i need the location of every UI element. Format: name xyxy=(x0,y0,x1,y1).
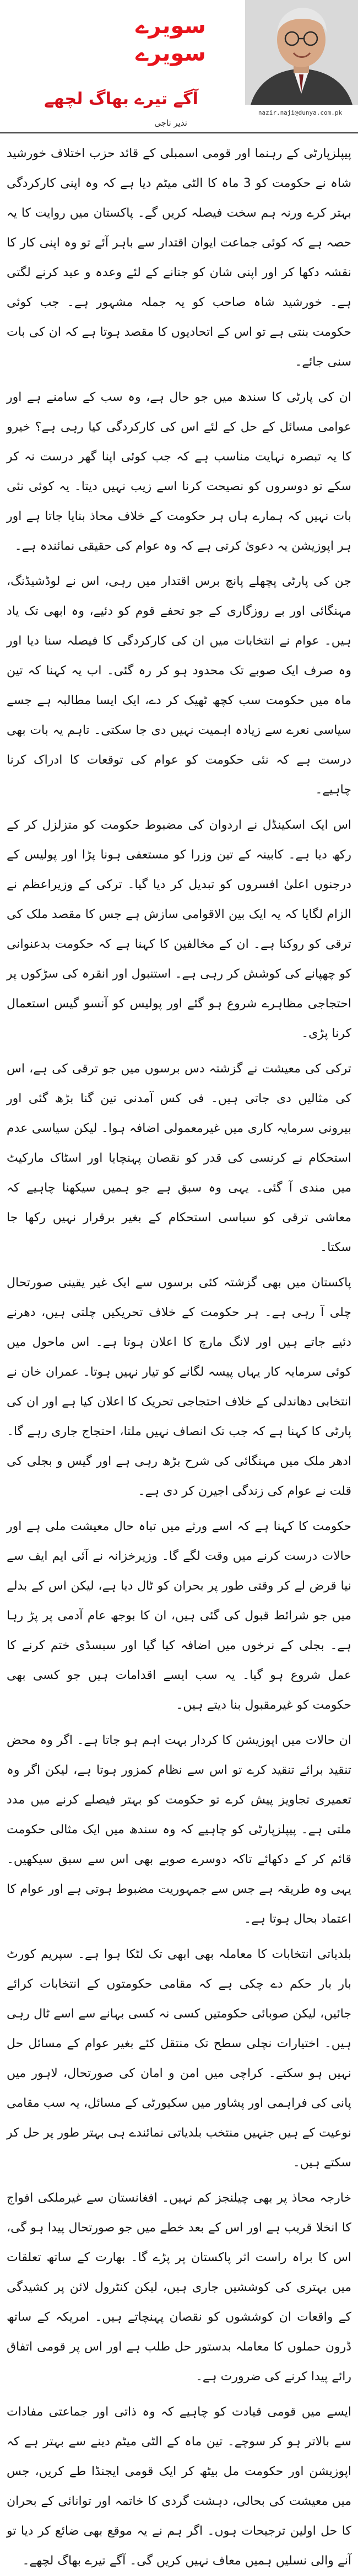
column-title-line-2: سویرے xyxy=(135,41,206,66)
column-title-line-1: سویرے xyxy=(135,13,206,39)
paragraph: بلدیاتی انتخابات کا معاملہ بھی ابھی تک لٹکا ہوا ہے۔ سپریم کورٹ بار بار حکم دے چکی ہے کہ مقامی حکومتوں کے انتخابات کرائے جائیں، لیکن صوبائی حکومتیں کسی نہ کسی بہانے سے اسے ٹال رہی ہیں۔ اختیارات نچلی سطح تک منتقل کئے بغیر عوام کے مسائل حل نہیں ہو سکتے۔ کراچی میں امن و امان کی صورتحال، لاہور میں پانی کی فراہمی اور پشاور میں سکیورٹی کے مسائل، یہ سب مقامی نوعیت کے ہیں جنہیں منتخب بلدیاتی نمائندے ہی بہتر طور پر حل کر سکتے ہیں۔ xyxy=(7,1947,351,2170)
paragraph: پیپلزپارٹی کے رہنما اور قومی اسمبلی کے قائد حزب اختلاف خورشید شاہ نے حکومت کو 3 ماہ کا الٹی میٹم دیا ہے کہ وہ اپنی کارکردگی بہتر کرے ورنہ ہم سخت فیصلہ کریں گے۔ پاکستان میں روایت کا یہ حصہ ہے کہ کوئی جماعت ایوان اقتدار سے باہر آئے تو وہ اپنی کار کا نقشہ دکھا کر اور اپنی شان کو جتانے کے لئے وعدہ و عید کرنے لگتی ہے۔ خورشید شاہ صاحب کو یہ جملہ مشہور ہے۔ جب کوئی حکومت بنتی ہے تو اس کے اتحادیوں کا مقصد ہوتا ہے کہ ان کی بات سنی جائے۔ xyxy=(7,147,352,369)
author-name: نذیر ناجی xyxy=(154,118,187,128)
paragraph: ان حالات میں اپوزیشن کا کردار بہت اہم ہو جاتا ہے۔ اگر وہ محض تنقید برائے تنقید کرے تو اس سے نظام کمزور ہوتا ہے، لیکن اگر وہ تعمیری تجاویز پیش کرے تو حکومت کو بہتر فیصلے کرنے میں مدد ملتی ہے۔ پیپلزپارٹی کو چاہیے کہ وہ سندھ میں ایک مثالی حکومت قائم کر کے دکھائے تاکہ دوسرے صوبے بھی اس سے سبق سیکھیں۔ یہی وہ طریقہ ہے جس سے جمہوریت مضبوط ہوتی ہے اور عوام کا اعتماد بحال ہوتا ہے۔ xyxy=(7,1734,351,1926)
paragraph: ان کی پارٹی کا سندھ میں جو حال ہے، وہ سب کے سامنے ہے اور عوامی مسائل کے حل کے لئے اس کی کارکردگی کیا رہی ہے؟ خیرو کا یہ تبصرہ نہایت مناسب ہے کہ جب کوئی اپنا گھر درست نہ کر سکے تو دوسروں کو نصیحت کرنا اسے زیب نہیں دیتا۔ یہ کوئی نئی بات نہیں کہ ہمارے ہاں ہر حکومت کے خلاف محاذ بنایا جاتا ہے اور ہر اپوزیشن یہ دعویٰ کرتی ہے کہ وہ عوام کی حقیقی نمائندہ ہے۔ xyxy=(7,390,351,553)
column-masthead xyxy=(118,12,223,78)
paragraph: خارجہ محاذ پر بھی چیلنجز کم نہیں۔ افغانستان سے غیرملکی افواج کا انخلا قریب ہے اور اس کے بعد خطے میں جو صورتحال پیدا ہو گی، اس کا براہ راست اثر پاکستان پر پڑے گا۔ بھارت کے ساتھ تعلقات میں بہتری کی کوششیں جاری ہیں، لیکن کنٹرول لائن پر کشیدگی کے واقعات ان کوششوں کو نقصان پہنچاتے ہیں۔ امریکہ کے ساتھ ڈرون حملوں کا معاملہ بدستور حل طلب ہے اور اس پر قومی اتفاق رائے پیدا کرنے کی ضرورت ہے۔ xyxy=(7,2191,351,2384)
paragraph: جن کی پارٹی پچھلے پانچ برس اقتدار میں رہی، اس نے لوڈشیڈنگ، مہنگائی اور بے روزگاری کے جو تحفے قوم کو دئیے، وہ ابھی تک یاد ہیں۔ عوام نے انتخابات میں ان کی کارکردگی کا فیصلہ سنا دیا اور وہ صرف ایک صوبے تک محدود ہو کر رہ گئی۔ اب یہ کہنا کہ تین ماہ میں حکومت سب کچھ ٹھیک کر دے، ایک ایسا مطالبہ ہے جسے سیاسی نعرے سے زیادہ اہمیت نہیں دی جا سکتی۔ تاہم یہ بات بھی درست ہے کہ نئی حکومت کو عوام کی توقعات کا ادراک کرنا چاہیے۔ xyxy=(7,575,351,797)
paragraph: حکومت کا کہنا ہے کہ اسے ورثے میں تباہ حال معیشت ملی ہے اور حالات درست کرنے میں وقت لگے گا۔ وزیرخزانہ نے آئی ایم ایف سے نیا قرض لے کر وقتی طور پر بحران کو ٹال دیا ہے، لیکن اس کے بدلے میں جو شرائط قبول کی گئی ہیں، ان کا بوجھ عام آدمی پر پڑ رہا ہے۔ بجلی کے نرخوں میں اضافہ کیا گیا اور سبسڈی ختم کرنے کا عمل شروع ہو گیا۔ یہ سب ایسے اقدامات ہیں جو کسی بھی حکومت کو غیرمقبول بنا دیتے ہیں۔ xyxy=(7,1520,351,1712)
paragraph: پاکستان میں بھی گزشتہ کئی برسوں سے ایک غیر یقینی صورتحال چلی آ رہی ہے۔ ہر حکومت کے خلاف تحریکیں چلتی ہیں، دھرنے دئیے جاتے ہیں اور لانگ مارچ کا اعلان ہوتا ہے۔ اس ماحول میں کوئی سرمایہ کار یہاں پیسہ لگانے کو تیار نہیں ہوتا۔ عمران خان نے انتخابی دھاندلی کے خلاف احتجاجی تحریک کا اعلان کیا ہے اور ان کی پارٹی کا کہنا ہے کہ جب تک انصاف نہیں ملتا، احتجاج جاری رہے گا۔ ادھر ملک میں مہنگائی کی شرح بڑھ رہی ہے اور گیس و بجلی کی قلت نے عوام کی زندگی اجیرن کر دی ہے۔ xyxy=(7,1276,352,1498)
paragraph: ترکی کی معیشت نے گزشتہ دس برسوں میں جو ترقی کی ہے، اس کی مثالیں دی جاتی ہیں۔ فی کس آمدنی تین گنا بڑھ گئی اور بیرونی سرمایہ کاری میں غیرمعمولی اضافہ ہوا۔ لیکن سیاسی عدم استحکام نے کرنسی کی قدر کو نقصان پہنچایا اور اسٹاک مارکیٹ میں مندی آ گئی۔ یہی وہ سبق ہے جو ہمیں سیکھنا چاہیے کہ معاشی ترقی کو سیاسی استحکام کے بغیر برقرار نہیں رکھا جا سکتا۔ xyxy=(7,1062,351,1254)
author-photo xyxy=(245,0,358,105)
author-email: nazir.naji@dunya.com.pk xyxy=(258,109,343,116)
paragraph: ایسے میں قومی قیادت کو چاہیے کہ وہ ذاتی اور جماعتی مفادات سے بالاتر ہو کر سوچے۔ تین ماہ کے الٹی میٹم دینے سے بہتر ہے کہ اپوزیشن اور حکومت مل بیٹھ کر ایک قومی ایجنڈا طے کریں، جس میں معیشت کی بحالی، دہشت گردی کا خاتمہ اور توانائی کے بحران کا حل اولین ترجیحات ہوں۔ اگر ہم نے یہ موقع بھی ضائع کر دیا تو آنے والی نسلیں ہمیں معاف نہیں کریں گی۔ آگے تیرے بھاگ لچھے۔ xyxy=(7,2405,351,2568)
paragraph: اس ایک اسکینڈل نے اردوان کی مضبوط حکومت کو متزلزل کر کے رکھ دیا ہے۔ کابینہ کے تین وزرا کو مستعفی ہونا پڑا اور پولیس کے درجنوں اعلیٰ افسروں کو تبدیل کر دیا گیا۔ ترکی کے وزیراعظم نے الزام لگایا کہ یہ ایک بین الاقوامی سازش ہے جس کا مقصد ملک کی ترقی کو روکنا ہے۔ ان کے مخالفین کا کہنا ہے کہ حکومت بدعنوانی کو چھپانے کی کوشش کر رہی ہے۔ استنبول اور انقرہ کی سڑکوں پر احتجاجی مظاہرے شروع ہو گئے اور پولیس کو آنسو گیس استعمال کرنا پڑی۔ xyxy=(7,818,351,1040)
article-body xyxy=(7,139,352,2568)
article-headline: آگے تیرے بھاگ لچھے xyxy=(44,89,198,109)
column-header xyxy=(0,0,358,132)
author-portrait-illustration xyxy=(245,0,358,105)
header-divider xyxy=(0,132,358,133)
